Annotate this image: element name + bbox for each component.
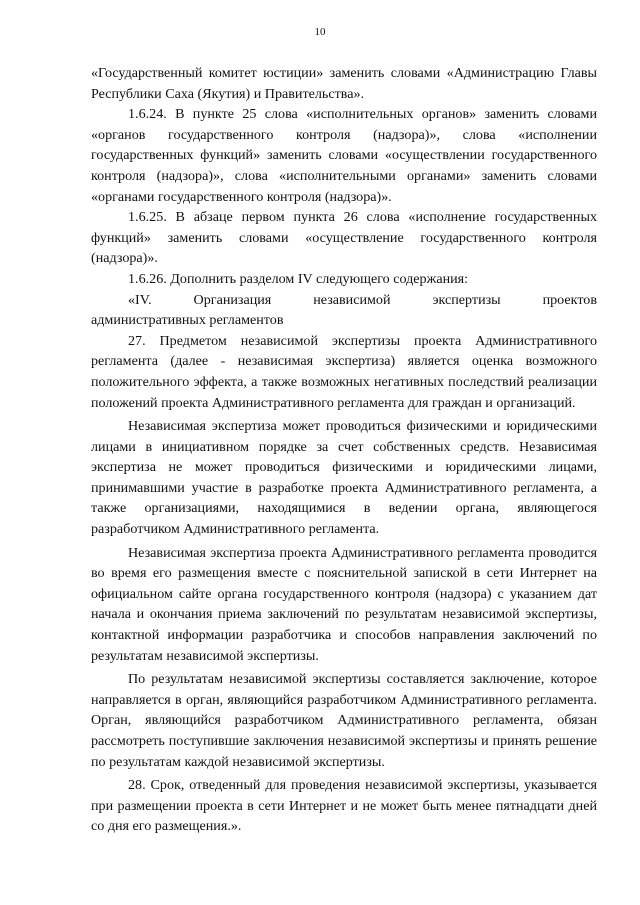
paragraph: 27. Предметом независимой экспертизы проекта Административного регламента (далее - независимая экспертиза) является оценка возможного положительного эффекта, а также возможных негативных последствий реализации положений проекта Административного регламента для граждан и организаций. xyxy=(91,332,597,411)
section-heading xyxy=(91,290,597,331)
paragraph: Независимая экспертиза может проводиться физическими и юридическими лицами в инициативном порядке за счет собственных средств. Независимая экспертиза не может проводиться физическими и юридическими лицами, принимавшими участие в разработке проекта Административного регламента, а также организациями, находящимися в ведении органа, являющегося разработчиком Административного регламента. xyxy=(91,418,597,538)
document-body xyxy=(91,63,597,837)
paragraph: 1.6.25. В абзаце первом пункта 26 слова «исполнение государственных функций» заменить словами «осуществление государственного контроля (надзора)». xyxy=(91,209,597,267)
paragraph: 1.6.24. В пункте 25 слова «исполнительных органов» заменить словами «органов государственного контроля (надзора)», слова «исполнении государственных функций» заменить словами «осуществлении государственного контроля (надзора)», слова «исполнительными органами» заменить словами «органами государственного контроля (надзора)». xyxy=(91,106,597,205)
paragraph: Независимая экспертиза проекта Административного регламента проводится во время его размещения вместе с пояснительной запиской в сети Интернет на официальном сайте органа государственного контроля (надзора) с указанием дат начала и окончания приема заключений по результатам независимой экспертизы, контактной информации разработчика и способов направления заключений по результатам независимой экспертизы. xyxy=(91,544,597,664)
page-number: 10 xyxy=(314,26,326,38)
paragraph: 28. Срок, отведенный для проведения независимой экспертизы, указывается при размещении проекта в сети Интернет и не может быть менее пятнадцати дней со дня его размещения.». xyxy=(91,777,597,835)
section-heading-line: административных регламентов xyxy=(91,312,284,329)
section-heading-line: «IV. Организация независимой экспертизы проектов xyxy=(128,291,597,308)
paragraph: 1.6.26. Дополнить разделом IV следующего содержания: xyxy=(128,270,469,287)
paragraph: По результатам независимой экспертизы составляется заключение, которое направляется в орган, являющийся разработчиком Административного регламента. Орган, являющийся разработчиком Административного регламента, обязан рассмотреть поступившие заключения независимой экспертизы и принять решение по результатам каждой независимой экспертизы. xyxy=(91,671,597,770)
paragraph: «Государственный комитет юстиции» заменить словами «Администрацию Главы Республики Саха (Якутия) и Правительства». xyxy=(91,65,597,102)
